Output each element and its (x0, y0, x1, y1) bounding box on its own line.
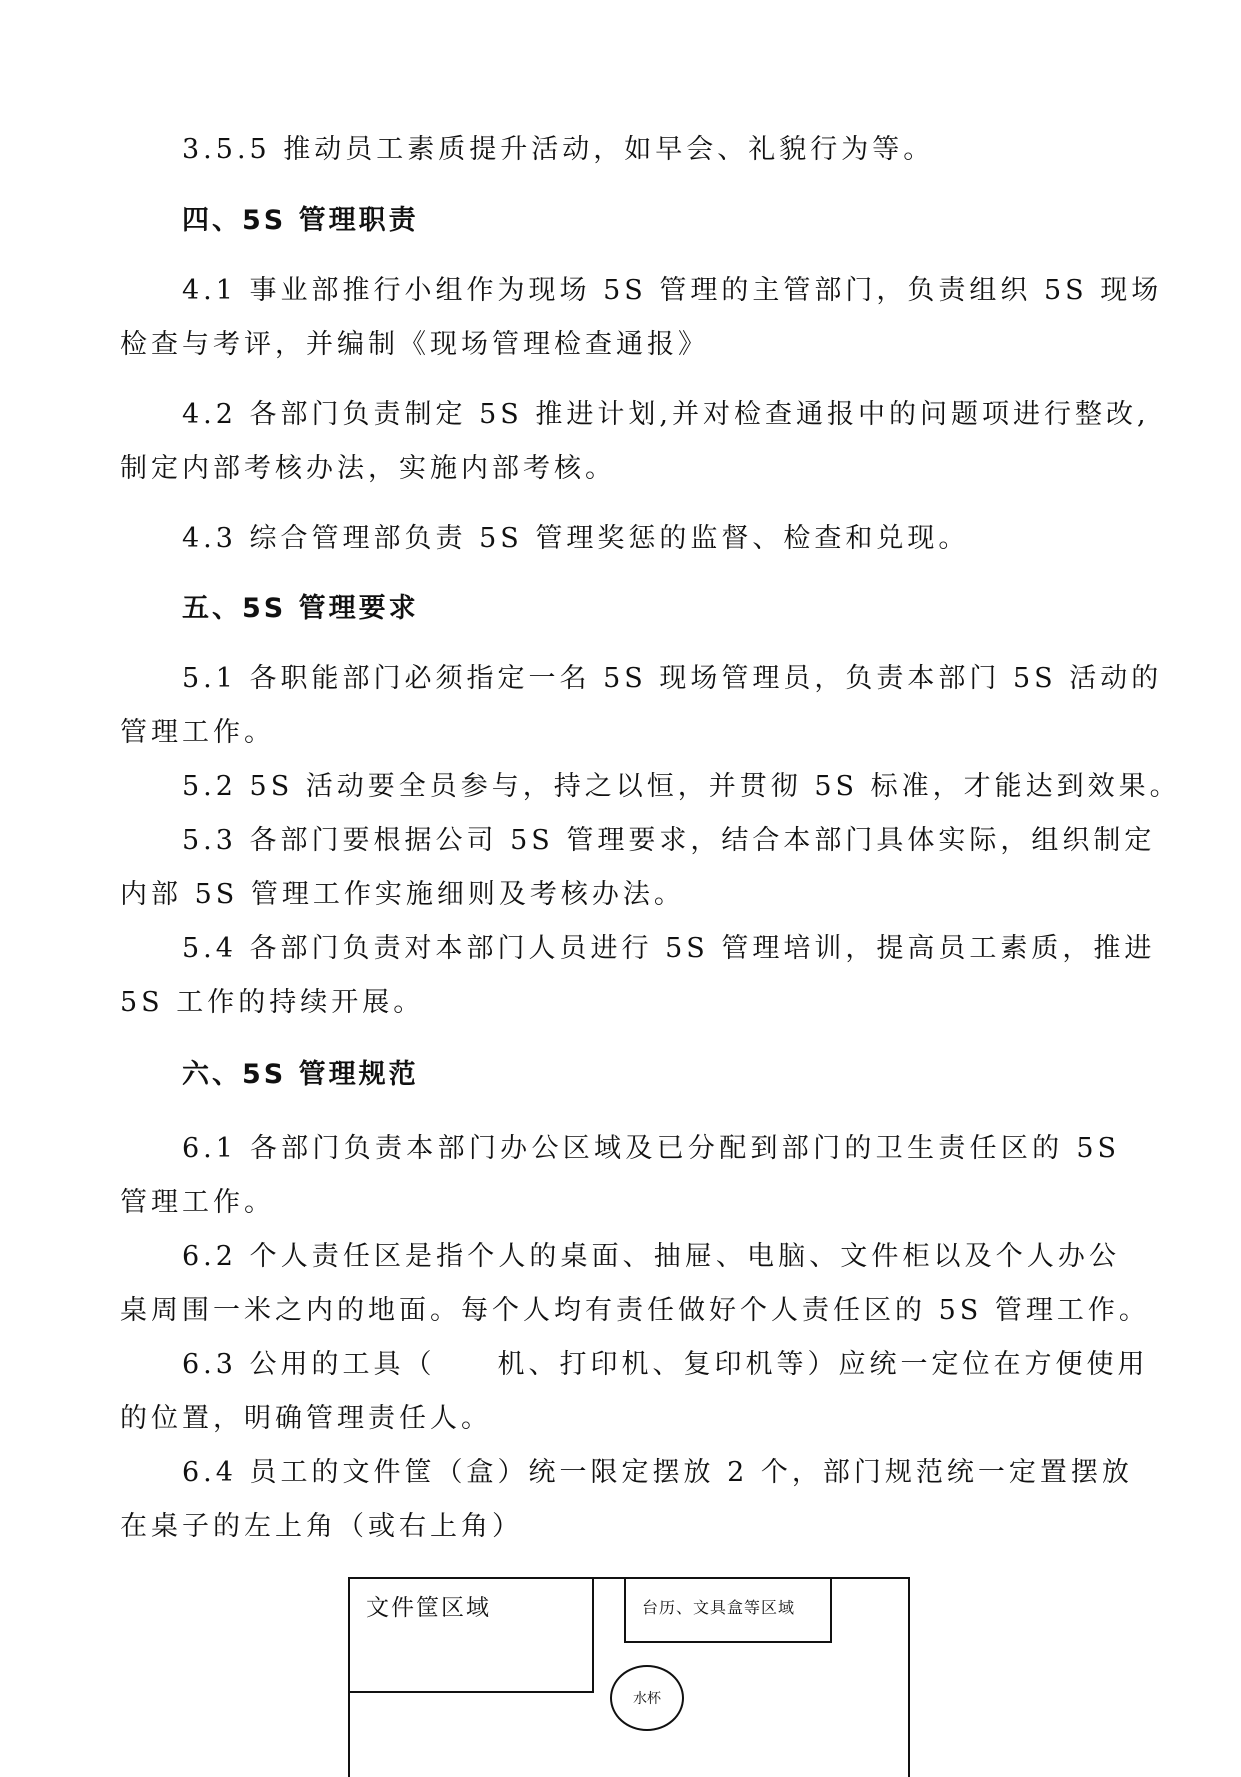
calendar-stationery-zone (624, 1577, 832, 1643)
water-cup-label: 水杯 (633, 1691, 661, 1707)
paragraph-6-1-line-1: 6.1 各部门负责本部门办公区域及已分配到部门的卫生责任区的 5S (182, 1133, 1120, 1164)
paragraph-4-3: 4.3 综合管理部负责 5S 管理奖惩的监督、检查和兑现。 (182, 523, 970, 554)
paragraph-4-1-line-1: 4.1 事业部推行小组作为现场 5S 管理的主管部门，负责组织 5S 现场 (182, 275, 1163, 306)
paragraph-5-1-line-1: 5.1 各职能部门必须指定一名 5S 现场管理员，负责本部门 5S 活动的 (182, 663, 1163, 694)
paragraph-5-3-line-1: 5.3 各部门要根据公司 5S 管理要求，结合本部门具体实际，组织制定 (182, 825, 1156, 856)
paragraph-4-2-line-2: 制定内部考核办法，实施内部考核。 (120, 453, 616, 484)
file-basket-zone (350, 1579, 594, 1693)
paragraph-6-2-line-2: 桌周围一米之内的地面。每个人均有责任做好个人责任区的 5S 管理工作。 (120, 1295, 1150, 1326)
paragraph-6-4-line-2: 在桌子的左上角（或右上角） (120, 1511, 523, 1542)
section-heading-5: 五、5S 管理要求 (182, 593, 419, 624)
water-cup-zone (610, 1665, 684, 1731)
paragraph-6-2-line-1: 6.2 个人责任区是指个人的桌面、抽屉、电脑、文件柜以及个人办公 (182, 1241, 1120, 1272)
paragraph-4-2-line-1: 4.2 各部门负责制定 5S 推进计划,并对检查通报中的问题项进行整改, (182, 399, 1150, 430)
paragraph-6-3-line-2: 的位置，明确管理责任人。 (120, 1403, 492, 1434)
paragraph-5-1-line-2: 管理工作。 (120, 717, 275, 748)
paragraph-5-3-line-2: 内部 5S 管理工作实施细则及考核办法。 (120, 879, 685, 910)
desk-layout-diagram (348, 1577, 910, 1777)
paragraph-3-5-5: 3.5.5 推动员工素质提升活动，如早会、礼貌行为等。 (182, 134, 935, 165)
paragraph-5-2: 5.2 5S 活动要全员参与，持之以恒，并贯彻 5S 标准，才能达到效果。 (182, 771, 1181, 802)
paragraph-6-4-line-1: 6.4 员工的文件筐（盒）统一限定摆放 2 个，部门规范统一定置摆放 (182, 1457, 1133, 1488)
section-heading-6: 六、5S 管理规范 (182, 1059, 419, 1090)
calendar-stationery-zone-label: 台历、文具盒等区域 (642, 1598, 796, 1617)
paragraph-6-1-line-2: 管理工作。 (120, 1187, 275, 1218)
paragraph-6-3-line-1: 6.3 公用的工具（ 机、打印机、复印机等）应统一定位在方便使用 (182, 1349, 1149, 1380)
paragraph-4-1-line-2: 检查与考评，并编制《现场管理检查通报》 (120, 329, 709, 360)
file-basket-zone-label: 文件筐区域 (366, 1595, 491, 1621)
paragraph-5-4-line-2: 5S 工作的持续开展。 (120, 987, 425, 1018)
section-heading-4: 四、5S 管理职责 (182, 205, 419, 236)
paragraph-5-4-line-1: 5.4 各部门负责对本部门人员进行 5S 管理培训，提高员工素质，推进 (182, 933, 1156, 964)
